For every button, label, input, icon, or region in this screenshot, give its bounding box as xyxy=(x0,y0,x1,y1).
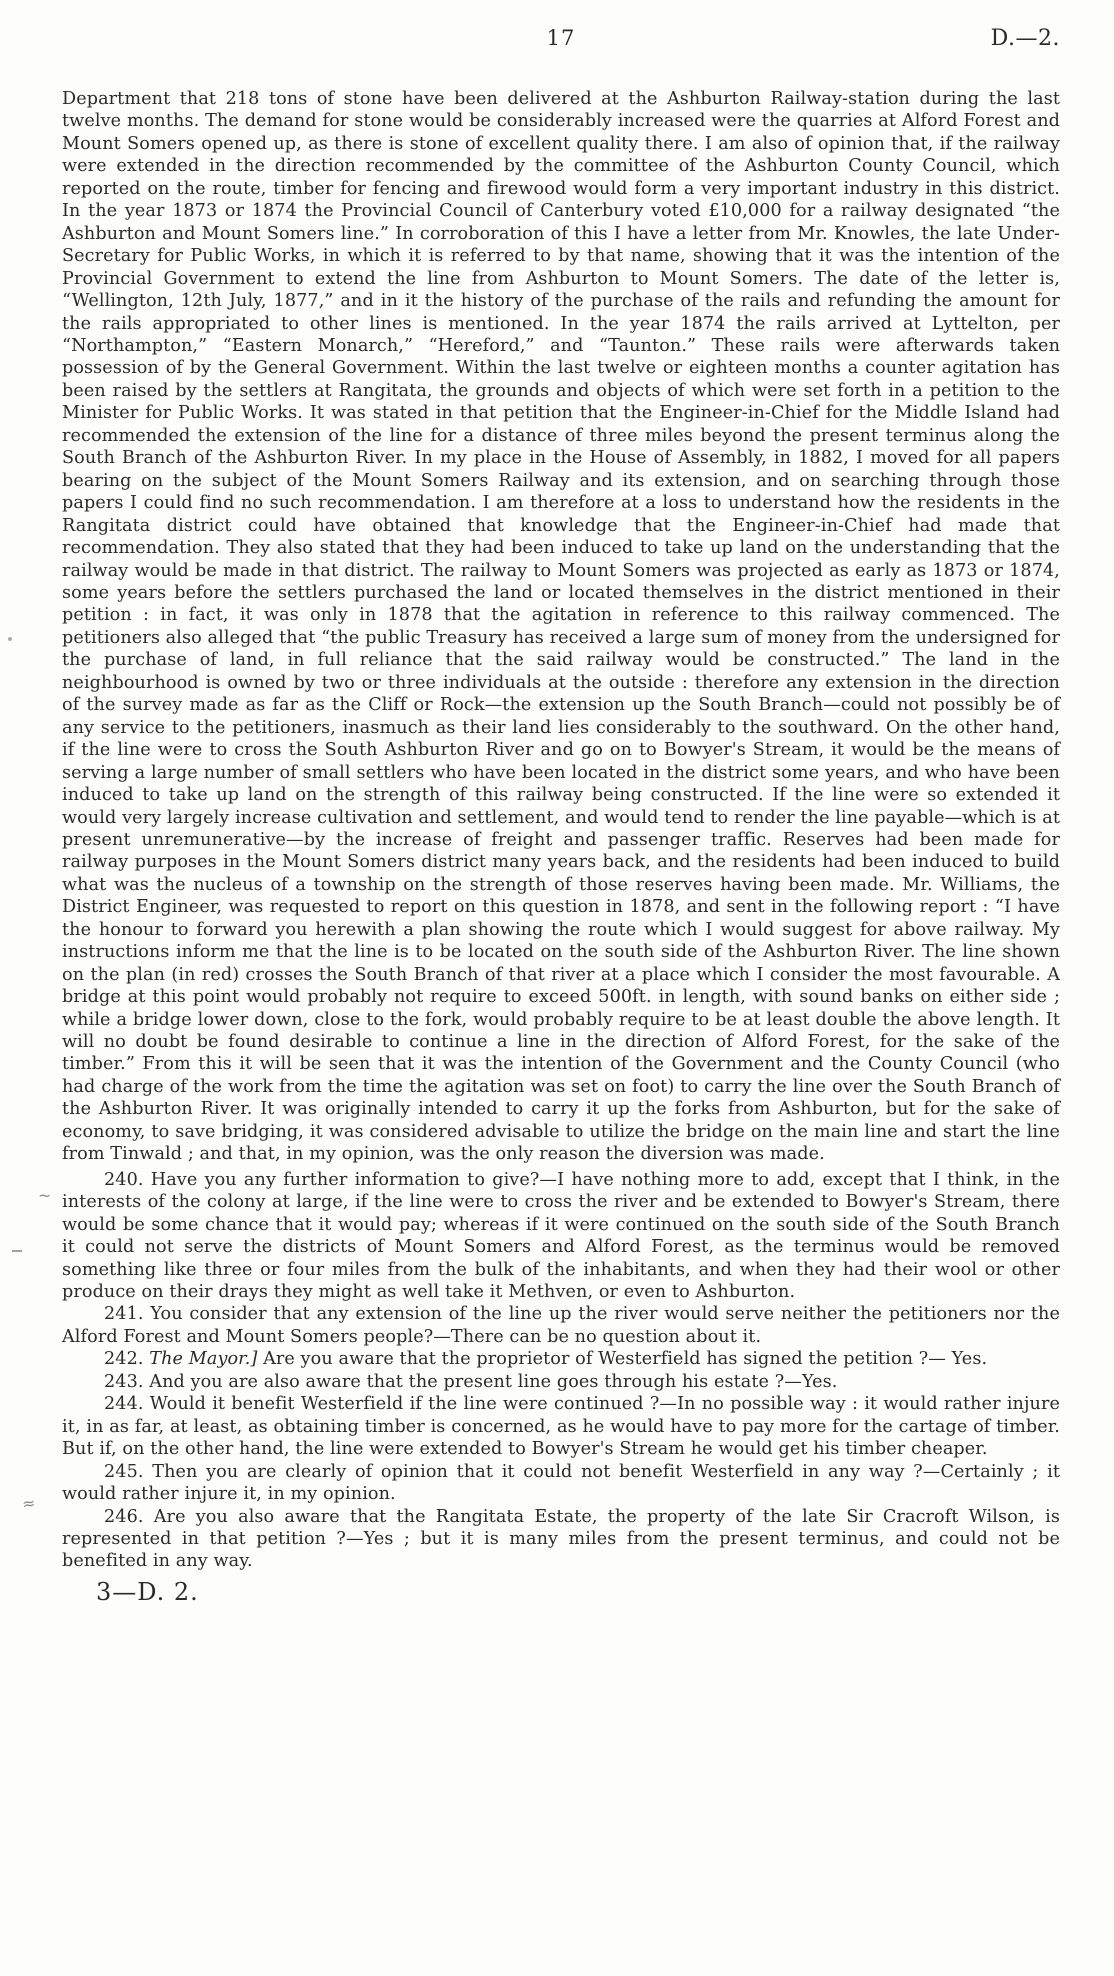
qa-paragraph-240: 240. Have you any further information to give?—I have nothing more to add, except that I think, in the interests of the colony at large, if the line were to cross the river and be extended to Bowyer's Stream, there would be some chance that it would pay; whereas if it were continued on the south side of the South Branch it could not serve the districts of Mount Somers and Alford Forest, as the terminus would be removed something like three or four miles from the bulk of the inhabitants, and when they had their wool or other produce on their drays they might as well take it Methven, or even to Ashburton. xyxy=(62,1169,1060,1303)
qa-paragraph-246: 246. Are you also aware that the Rangitata Estate, the property of the late Sir Cracroft Wilson, is represented in that petition ?—Yes ; but it is many miles from the present terminus, and could not be benefited in any way. xyxy=(62,1506,1060,1572)
imprint-signature: 3—D. 2. xyxy=(96,1577,199,1606)
qa-paragraph-243: 243. And you are also aware that the present line goes through his estate ?—Yes. xyxy=(104,1371,838,1392)
page-number: 17 xyxy=(546,26,576,50)
qa-242-number: 242. xyxy=(104,1349,150,1370)
scan-artifact-squiggle: ≈ xyxy=(20,1493,35,1514)
scan-artifact-dot xyxy=(8,637,12,641)
qa-paragraph-242 xyxy=(62,1348,1060,1370)
page-header xyxy=(62,26,1060,60)
scan-artifact-dash xyxy=(12,1250,22,1252)
page-body xyxy=(62,88,1060,1606)
qa-paragraph-241: 241. You consider that any extension of the line up the river would serve neither the petitioners nor the Alford Forest and Mount Somers people?—There can be no question about it. xyxy=(62,1304,1060,1347)
scan-artifact-tilde: ~ xyxy=(38,1186,50,1205)
qa-242-speaker: The Mayor.] xyxy=(149,1349,258,1370)
qa-paragraph-245: 245. Then you are clearly of opinion that it could not benefit Westerfield in any way ?—Certainly ; it would rather injure it, in my opinion. xyxy=(62,1461,1060,1505)
testimony-continuation-paragraph: Department that 218 tons of stone have been delivered at the Ashburton Railway-station during the last twelve months. The demand for stone would be considerably increased were the quarries at Alford Forest and Mount Somers opened up, as there is stone of excellent quality there. I am also of opinion that, if the railway were extended in the direction recommended by the committee of the Ashburton County Council, which reported on the route, timber for fencing and firewood would form a very important industry in this district. In the year 1873 or 1874 the Provincial Council of Canterbury voted £10,000 for a railway designated “the Ashburton and Mount Somers line.” In corroboration of this I have a letter from Mr. Knowles, the late Under-Secretary for Public Works, in which it is referred to by that name, showing that it was the intention of the Provincial Government to extend the line from Ashburton to Mount Somers. The date of the letter is, “Wellington, 12th July, 1877,” and in it the history of the purchase of the rails and refunding the amount for the rails appropriated to other lines is mentioned. In the year 1874 the rails arrived at Lyttelton, per “Northampton,” “Eastern Monarch,” “Hereford,” and “Taunton.” These rails were afterwards taken possession of by the General Government. Within the last twelve or eighteen months a counter agitation has been raised by the settlers at Rangitata, the grounds and objects of which were set forth in a petition to the Minister for Public Works. It was stated in that petition that the Engineer-in-Chief for the Middle Island had recommended the extension of the line for a distance of three miles beyond the present terminus along the South Branch of the Ashburton River. In my place in the House of Assembly, in 1882, I moved for all papers bearing on the subject of the Mount Somers Railway and its extension, and on searching through those papers I could find no such recommendation. I am therefore at a loss to understand how the residents in the Rangitata district could have obtained that knowledge that the Engineer-in-Chief had made that recommendation. They also stated that they had been induced to take up land on the understanding that the railway would be made in that district. The railway to Mount Somers was projected as early as 1873 or 1874, some years before the settlers purchased the land or located themselves in the district mentioned in their petition : in fact, it was only in 1878 that the agitation in reference to this railway commenced. The petitioners also alleged that “the public Treasury has received a large sum of money from the undersigned for the purchase of land, in full reliance that the said railway would be constructed.” The land in the neighbourhood is owned by two or three individuals at the outside : therefore any extension in the direction of the survey made as far as the Cliff or Rock—the extension up the South Branch—could not possibly be of any service to the petitioners, inasmuch as their land lies considerably to the southward. On the other hand, if the line were to cross the South Ashburton River and go on to Bowyer's Stream, it would be the means of serving a large number of small settlers who have been located in the district some years, and who have been induced to take up land on the strength of this railway being constructed. If the line were so extended it would very largely increase cultivation and settlement, and would tend to render the line payable—which is at present unremunerative—by the increase of freight and passenger traffic. Reserves had been made for railway purposes in the Mount Somers district many years back, and the residents had been induced to build what was the nucleus of a township on the strength of those reserves having been made. Mr. Williams, the District Engineer, was requested to report on this question in 1878, and sent in the following report : “I have the honour to forward you herewith a plan showing the route which I would suggest for above railway. My instructions inform me that the line is to be located on the south side of the Ashburton River. The line shown on the plan (in red) crosses the South Branch of that river at a place which I consider the most favourable. A bridge at this point would probably not require to exceed 500ft. in length, with sound banks on either side ; while a bridge lower down, close to the fork, would probably require to be at least double the above length. It will no doubt be found desirable to continue a line in the direction of Alford Forest, for the sake of the timber.” From this it will be seen that it was the intention of the Government and the County Council (who had charge of the work from the time the agitation was set on foot) to carry the line over the South Branch of the Ashburton River. It was originally intended to carry it up the forks from Ashburton, but for the sake of economy, to save bridging, it was considered advisable to utilize the bridge on the main line and start the line from Tinwald ; and that, in my opinion, was the only reason the diversion was made. xyxy=(62,89,1060,1165)
qa-paragraph-244: 244. Would it benefit Westerfield if the line were continued ?—In no possible way : it would rather injure it, in as far, at least, as obtaining timber is concerned, as he would have to pay more for the cartage of timber. But if, on the other hand, the line were extended to Bowyer's Stream he would get his timber cheaper. xyxy=(62,1394,1060,1460)
document-reference: D.—2. xyxy=(990,26,1060,51)
qa-242-text: Are you aware that the proprietor of Westerfield has signed the petition ?— Yes. xyxy=(257,1349,988,1370)
